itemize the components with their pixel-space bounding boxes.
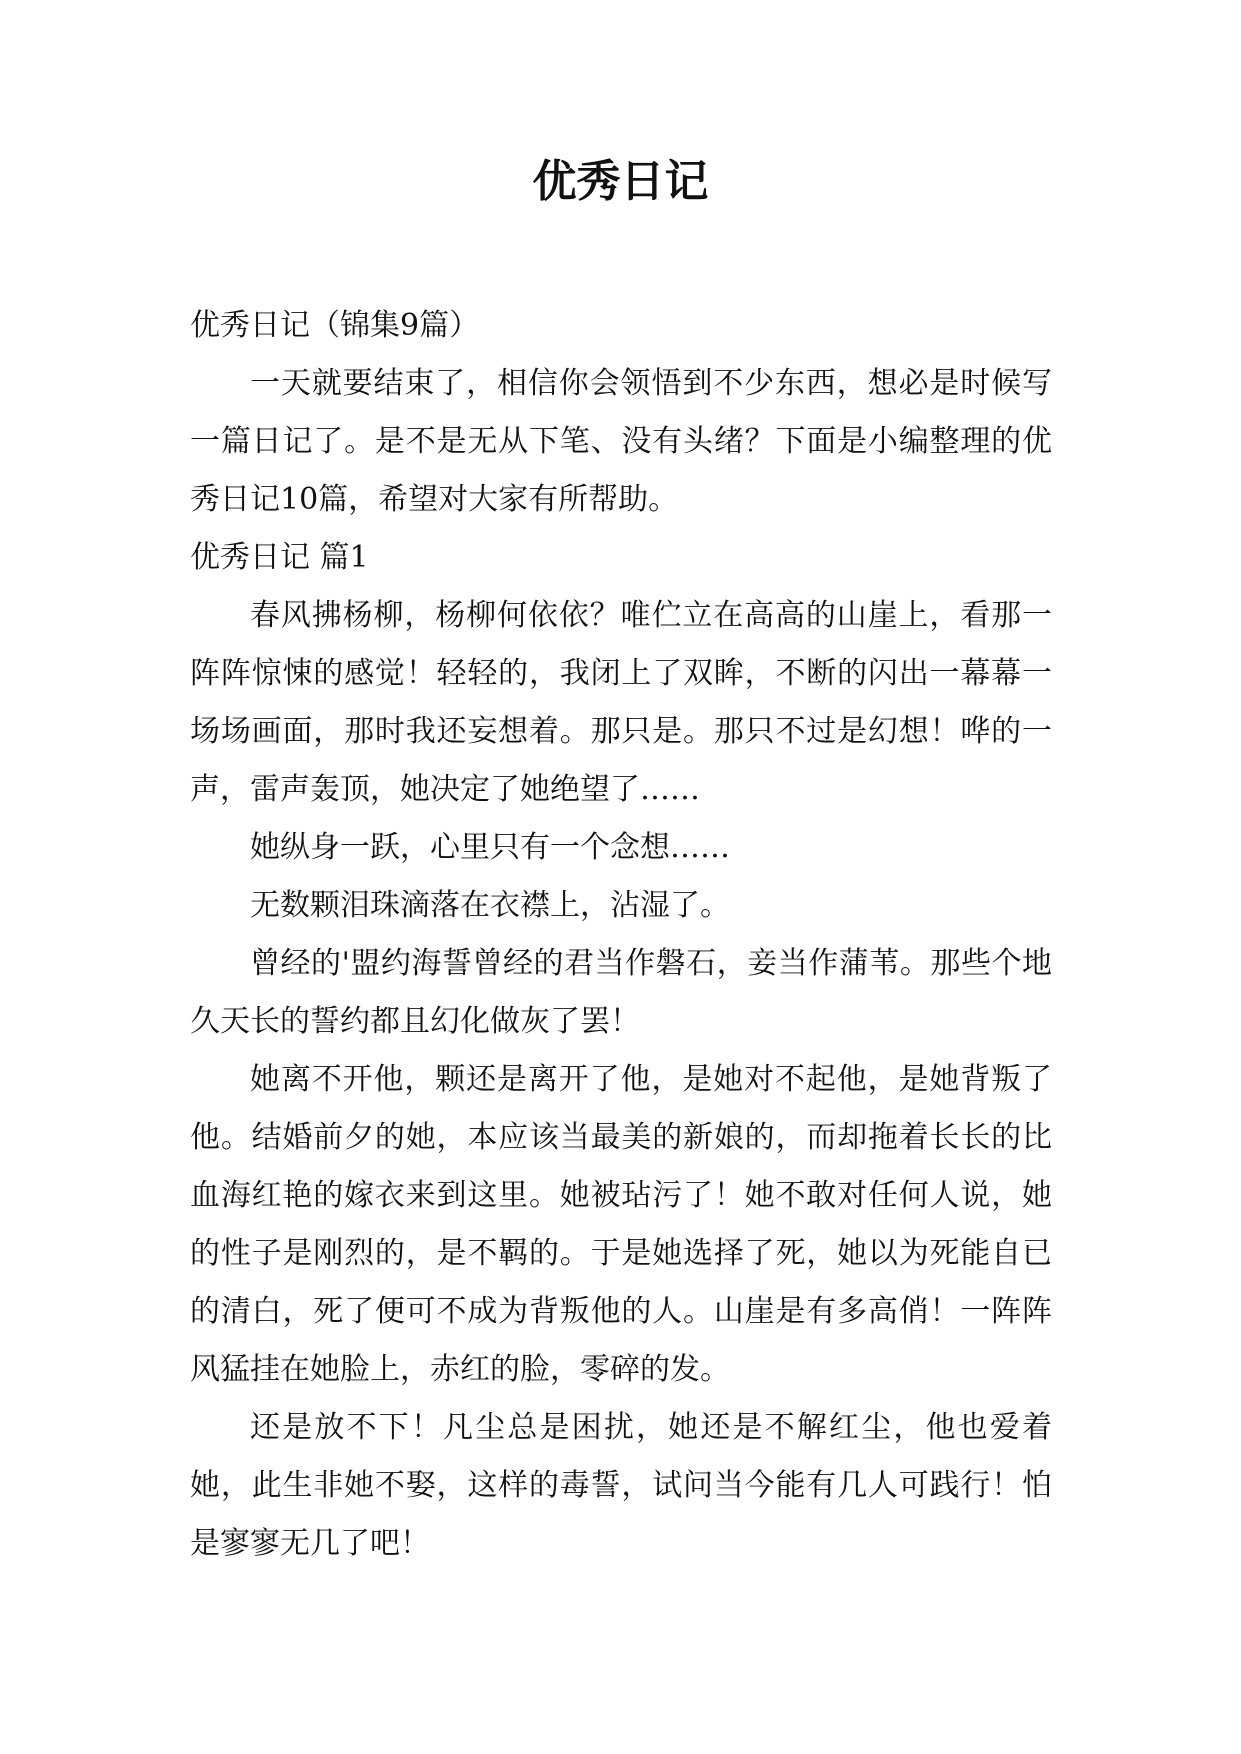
body-paragraph: 她离不开他，颗还是离开了他，是她对不起他，是她背叛了他。结婚前夕的她，本应该当最美的新娘的，而却拖着长长的比血海红艳的嫁衣来到这里。她被玷污了！她不敢对任何人说，她的性子是刚烈的，是不羁的。于是她选择了死，她以为死能自已的清白，死了便可不成为背叛他的人。山崖是有多高俏！一阵阵风猛挂在她脸上，赤红的脸，零碎的发。 <box>190 1062 1052 1387</box>
document-title: 优秀日记 <box>532 156 709 207</box>
intro-heading: 优秀日记（锦集9篇） <box>190 308 480 343</box>
body-paragraph: 无数颗泪珠滴落在衣襟上，沾湿了。 <box>250 888 730 923</box>
body-paragraph: 还是放不下！凡尘总是困扰，她还是不解红尘，他也爱着她，此生非她不娶，这样的毒誓，试问当今能有几人可践行！怕是寥寥无几了吧！ <box>190 1410 1052 1561</box>
intro-paragraph: 一天就要结束了，相信你会领悟到不少东西，想必是时候写一篇日记了。是不是无从下笔、没有头绪？下面是小编整理的优秀日记10篇，希望对大家有所帮助。 <box>190 366 1052 517</box>
document-body <box>190 297 1052 1573</box>
body-paragraph: 她纵身一跃，心里只有一个念想…… <box>250 830 730 865</box>
body-paragraph: 曾经的'盟约海誓曾经的君当作磐石，妾当作蒲苇。那些个地久天长的誓约都且幻化做灰了罢！ <box>190 946 1052 1039</box>
body-paragraph: 春风拂杨柳，杨柳何依依？唯伫立在高高的山崖上，看那一阵阵惊悚的感觉！轻轻的，我闭上了双眸，不断的闪出一幕幕一场场画面，那时我还妄想着。那只是。那只不过是幻想！哗的一声，雷声轰顶，她决定了她绝望了…… <box>190 598 1052 807</box>
section-heading: 优秀日记 篇1 <box>190 540 369 575</box>
